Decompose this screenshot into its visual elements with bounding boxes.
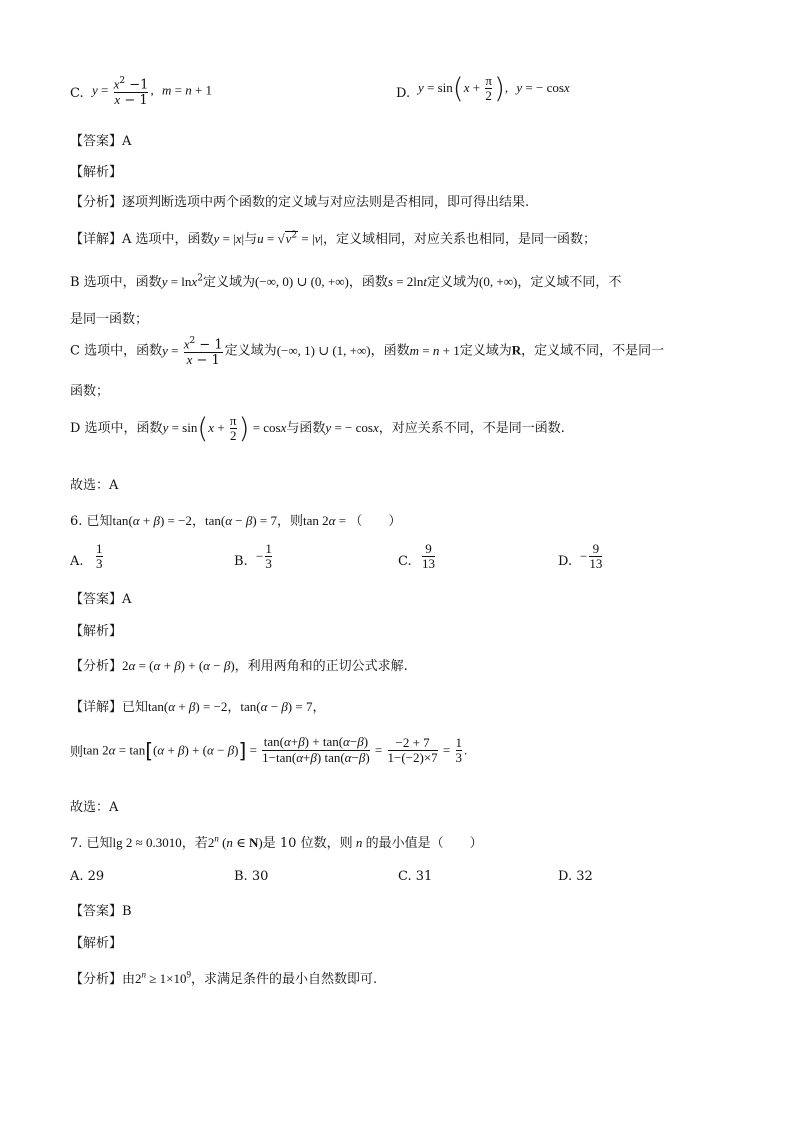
detail-b-text2: 定义域为 [202, 275, 255, 290]
q7-fenxi-text1: 由 [122, 972, 136, 987]
q5-detail-b [70, 271, 724, 290]
q6-detail-text: 已知 [122, 700, 149, 715]
q6-then: 则 [70, 745, 84, 760]
q6-fenxi-text: ，利用两角和的正切公式求解. [234, 659, 408, 674]
q7-option-a: A. 29 [70, 869, 105, 884]
detail-c-text1: C 选项中，函数 [70, 343, 163, 359]
domain-b1: (−∞, 0) ∪ (0, +∞) [254, 274, 349, 289]
formula-sin-shift: y = sin(x + $\frac{\pi}{2}$ ) = cosx [162, 411, 287, 445]
domain-c1: (−∞, 1) ∪ (1, +∞) [276, 342, 371, 358]
fenxi-tag: 【分析】 [70, 659, 123, 674]
detail-a-text3: ，定义域相同，对应关系也相同，是同一函数； [322, 232, 596, 247]
fenxi-text: 逐项判断选项中两个函数的定义域与对应法则是否相同，即可得出结果. [122, 195, 530, 210]
q7-option-b: B. 30 [234, 869, 269, 884]
q6-option-c-label: C. [398, 554, 412, 569]
q6-answer: 【答案】A [70, 592, 132, 607]
q7-analysis-heading: 【解析】 [70, 936, 123, 951]
formula-u-sqrt: $u = √v^2 = |v|$ [257, 230, 323, 246]
q6-stem3: ，则 [277, 514, 304, 529]
q7-stem [70, 832, 724, 851]
option-c-formula: y = $\frac{x^2 -1}{x - 1}$ , m = n + 1 [92, 76, 213, 109]
detail-c-text4: 定义域为 [459, 343, 512, 359]
q6-target: tan 2α = [303, 513, 350, 528]
detail-b-text3: ，函数 [348, 275, 388, 290]
detail-d-text3: ，对应关系不同，不是同一函数. [378, 421, 565, 436]
q5-analysis-heading: 【解析】 [70, 165, 123, 180]
q6-analysis-heading: 【解析】 [70, 624, 123, 639]
detail-c-text2: 定义域为 [224, 343, 277, 359]
xiangjie-tag: 【详解】 [70, 700, 123, 715]
q6-options [70, 542, 724, 580]
detail-b-text1: B 选项中，函数 [70, 275, 162, 290]
q7-option-c: C. 31 [398, 869, 433, 884]
detail-a-text1: A 选项中，函数 [122, 232, 214, 247]
formula-m-n1: m = n + 1 [409, 342, 460, 358]
detail-a-text2: 与 [244, 232, 258, 247]
detail-b-text4: 定义域为 [427, 275, 480, 290]
detail-b-text5: ，定义域不同，不 [517, 275, 622, 290]
q7-fenxi-text2: ，求满足条件的最小自然数即可. [191, 972, 378, 987]
q6-fenxi-formula: 2α = (α + β) + (α − β) [122, 658, 235, 673]
q7-stem1: 7. 已知 [70, 836, 113, 851]
q5-detail-d [70, 411, 724, 454]
detail-d-text1: D 选项中，函数 [70, 421, 163, 436]
q7-fenxi [70, 968, 724, 987]
q6-stem [70, 510, 724, 529]
formula-s-2lnt: s = 2lnt [387, 274, 428, 289]
q5-fenxi [70, 191, 724, 210]
option-d-formula: y = sin(x + $\frac{\pi}{2}$ ), y = − cosx [418, 71, 570, 105]
xiangjie-tag: 【详解】 [70, 232, 123, 247]
fenxi-tag: 【分析】 [70, 972, 123, 987]
q6-choose: 故选：A [70, 800, 119, 815]
q5-detail-a [70, 228, 724, 247]
q6-stem2: ， [191, 514, 205, 529]
detail-d-text2: 与函数 [286, 421, 326, 436]
fenxi-tag: 【分析】 [70, 195, 123, 210]
q7-stem2: ，若 [181, 836, 208, 851]
formula-neg-cos: y = − cosx [325, 420, 379, 435]
q6-stem1: 6. 已知 [70, 514, 113, 529]
formula-y-lnx2: y = lnx$^2$ [161, 273, 203, 289]
q7-answer: 【答案】B [70, 904, 132, 919]
q6-option-c-value: $\frac{9}{13}$ [422, 541, 435, 571]
q6-stem4: （ ） [349, 514, 402, 529]
q6-option-a-value: $\frac{1}{3}$ [96, 541, 103, 571]
q6-detail: 【详解】已知tan(α + β) = −2，tan(α − β) = 7， [70, 699, 326, 715]
q5-options-cd [70, 71, 724, 118]
q6-cond2: tan(α − β) = 7 [204, 513, 278, 528]
q5-choose: 故选：A [70, 478, 119, 493]
option-d-label: D. [396, 86, 411, 101]
q5-detail-c-cont: 函数； [70, 384, 110, 399]
q6-derivation [70, 735, 724, 779]
option-c-label: C. [70, 86, 84, 101]
q6-option-b-value: − $\frac{1}{3}$ [256, 541, 272, 571]
q6-fenxi [70, 655, 724, 674]
q6-cond1: tan(α + β) = −2 [112, 513, 192, 528]
formula-y-abs-x: y = |x| [213, 231, 245, 246]
q7-power: 2$^n$ (n ∈ N) [207, 833, 263, 850]
q6-option-d-value: − $\frac{9}{13}$ [580, 541, 603, 571]
q7-stem4: 的最小值是（ ） [365, 836, 483, 851]
q6-option-a-label: A. [70, 554, 84, 569]
q6-option-b-label: B. [234, 554, 248, 569]
q5-answer: 【答案】A [70, 134, 132, 149]
q6-derivation-formula: tan 2α = tan[(α + β) + (α − β)] = $\frac{\tan(\alpha+\beta) + \tan(\alpha-\beta)}{1-\tan(\alpha+\beta) \tan(\alpha-\beta)}$ = $\frac{-2 + 7}{1-(-2)\times 7}$ = $\frac{1}{3}$ . [83, 734, 468, 765]
q6-option-d-label: D. [558, 554, 573, 569]
q5-detail-b-cont: 是同一函数； [70, 312, 149, 327]
q7-stem3: 是 10 位数，则 [262, 836, 353, 851]
q5-detail-c: C 选项中，函数y = $\frac{x^2 - 1}{x - 1}$ 定义域为(−∞, 1) ∪ (1, +∞)，函数m = n + 1定义域为R，定义域不同，不是同一 [70, 336, 665, 369]
q7-log-approx: lg 2 ≈ 0.3010 [112, 835, 182, 850]
q7-inequality: $2^n \ge 1\times 10^9$ [135, 969, 191, 986]
domain-b2: (0, +∞) [479, 274, 518, 289]
detail-c-text5: ，定义域不同，不是同一 [521, 343, 665, 359]
formula-y-frac: y = $\frac{x^2 - 1}{x - 1}$ [162, 336, 223, 369]
detail-c-text3: ，函数 [370, 343, 410, 359]
q7-var-n: n [352, 835, 366, 850]
q7-option-d: D. 32 [558, 869, 593, 884]
